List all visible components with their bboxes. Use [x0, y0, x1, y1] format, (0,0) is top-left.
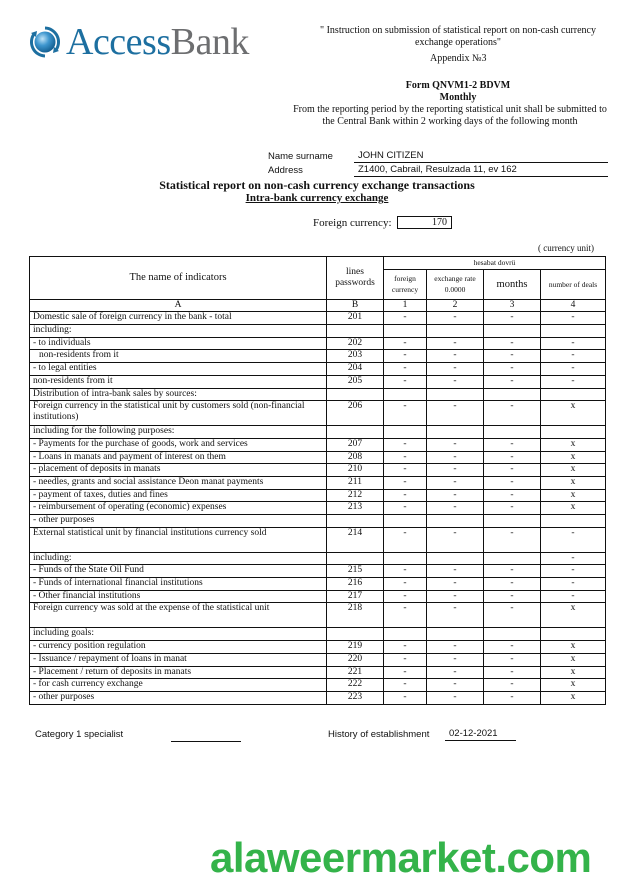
cell-exchange-rate[interactable]: - [427, 691, 484, 704]
cell-months[interactable]: - [484, 375, 541, 388]
row-code: 217 [327, 590, 384, 603]
row-code: 223 [327, 691, 384, 704]
cell-deals[interactable]: - [541, 590, 606, 603]
cell-exchange-rate[interactable]: - [427, 590, 484, 603]
cell-exchange-rate[interactable]: - [427, 489, 484, 502]
row-name: Domestic sale of foreign currency in the bank - total [30, 312, 327, 325]
row-name: including: [30, 325, 327, 338]
cell-deals[interactable]: - [541, 337, 606, 350]
cell-foreign-currency[interactable]: - [384, 653, 427, 666]
table-row [30, 451, 606, 464]
row-name: including: [30, 552, 327, 565]
cell-months[interactable] [484, 388, 541, 401]
cell-exchange-rate[interactable]: - [427, 337, 484, 350]
form-heading [308, 80, 608, 104]
col-code-b: B [327, 299, 384, 312]
table-row [30, 691, 606, 704]
table-row [30, 552, 606, 565]
cell-months[interactable]: - [484, 578, 541, 591]
row-name: - payment of taxes, duties and fines [30, 489, 327, 502]
row-code: 207 [327, 438, 384, 451]
col-code-3: 3 [484, 299, 541, 312]
cell-months[interactable] [484, 325, 541, 338]
cell-foreign-currency[interactable]: - [384, 679, 427, 692]
table-row [30, 628, 606, 641]
cell-months[interactable]: - [484, 337, 541, 350]
row-code: 216 [327, 578, 384, 591]
cell-months[interactable]: - [484, 451, 541, 464]
cell-months[interactable] [484, 628, 541, 641]
cell-foreign-currency[interactable]: - [384, 312, 427, 325]
row-code: 204 [327, 363, 384, 376]
row-code [327, 628, 384, 641]
cell-foreign-currency[interactable] [384, 426, 427, 439]
header-exchange-rate: exchange rate 0.0000 [427, 269, 484, 299]
row-name: - Placement / return of deposits in manats [30, 666, 327, 679]
row-name: External statistical unit by financial institutions currency sold [30, 527, 327, 552]
cell-exchange-rate[interactable] [427, 515, 484, 528]
cell-exchange-rate[interactable] [427, 325, 484, 338]
name-label: Name surname [268, 151, 333, 162]
address-label: Address [268, 165, 303, 176]
cell-months[interactable]: - [484, 438, 541, 451]
cell-foreign-currency[interactable]: - [384, 691, 427, 704]
row-code [327, 325, 384, 338]
report-subtitle: Intra-bank currency exchange [245, 192, 389, 204]
cell-months[interactable]: - [484, 527, 541, 552]
cell-deals[interactable]: x [541, 653, 606, 666]
cell-deals[interactable]: - [541, 363, 606, 376]
table-row [30, 337, 606, 350]
row-code: 219 [327, 641, 384, 654]
cell-exchange-rate[interactable]: - [427, 641, 484, 654]
row-name: Foreign currency in the statistical unit by customers sold (non-financial institutions) [30, 401, 327, 426]
cell-foreign-currency[interactable]: - [384, 565, 427, 578]
cell-months[interactable]: - [484, 502, 541, 515]
cell-foreign-currency[interactable]: - [384, 464, 427, 477]
table-row [30, 515, 606, 528]
col-code-a: A [30, 299, 327, 312]
cell-deals[interactable]: - [541, 350, 606, 363]
row-code: 203 [327, 350, 384, 363]
appendix-number: Appendix №3 [430, 53, 487, 64]
foreign-currency-field[interactable]: 170 [397, 216, 452, 229]
table-row [30, 641, 606, 654]
row-code: 215 [327, 565, 384, 578]
cell-months[interactable]: - [484, 590, 541, 603]
row-code: 211 [327, 476, 384, 489]
table-row [30, 325, 606, 338]
header-deals: number of deals [541, 269, 606, 299]
cell-exchange-rate[interactable]: - [427, 375, 484, 388]
cell-months[interactable]: - [484, 653, 541, 666]
table-row [30, 388, 606, 401]
cell-deals[interactable]: x [541, 679, 606, 692]
cell-deals[interactable] [541, 325, 606, 338]
row-name: - reimbursement of operating (economic) expenses [30, 502, 327, 515]
table-row [30, 590, 606, 603]
table-row [30, 438, 606, 451]
cell-exchange-rate[interactable]: - [427, 679, 484, 692]
row-name: - currency position regulation [30, 641, 327, 654]
cell-deals[interactable]: x [541, 464, 606, 477]
cell-foreign-currency[interactable]: - [384, 489, 427, 502]
cell-months[interactable]: - [484, 350, 541, 363]
table-row [30, 464, 606, 477]
table-row [30, 476, 606, 489]
cell-deals[interactable]: x [541, 691, 606, 704]
cell-months[interactable]: - [484, 464, 541, 477]
cell-exchange-rate[interactable]: - [427, 565, 484, 578]
establishment-date-field[interactable]: 02-12-2021 [445, 728, 516, 741]
header-period: hesabat dovrü [384, 257, 606, 270]
cell-foreign-currency[interactable]: - [384, 363, 427, 376]
cell-exchange-rate[interactable]: - [427, 603, 484, 628]
table-row [30, 401, 606, 426]
instruction-reference: " Instruction on submission of statistical report on non-cash currency exchange operations" [320, 25, 596, 48]
row-name: including goals: [30, 628, 327, 641]
row-name: - Other financial institutions [30, 590, 327, 603]
row-code: 208 [327, 451, 384, 464]
cell-months[interactable] [484, 515, 541, 528]
cell-deals[interactable] [541, 515, 606, 528]
row-code: 210 [327, 464, 384, 477]
cell-deals[interactable] [541, 628, 606, 641]
cell-foreign-currency[interactable] [384, 325, 427, 338]
row-code [327, 426, 384, 439]
header-lines: lines passwords [327, 257, 384, 300]
cell-months[interactable]: - [484, 476, 541, 489]
row-name: - other purposes [30, 515, 327, 528]
cell-deals[interactable]: x [541, 666, 606, 679]
cell-exchange-rate[interactable]: - [427, 438, 484, 451]
report-title: Statistical report on non-cash currency exchange transactions [159, 178, 475, 192]
cell-deals[interactable]: x [541, 489, 606, 502]
row-code: 205 [327, 375, 384, 388]
cell-foreign-currency[interactable]: - [384, 603, 427, 628]
table-row [30, 375, 606, 388]
row-code [327, 552, 384, 565]
cell-exchange-rate[interactable]: - [427, 464, 484, 477]
cell-foreign-currency[interactable]: - [384, 438, 427, 451]
cell-months[interactable] [484, 552, 541, 565]
logo-text-access: Access [66, 21, 171, 63]
cell-exchange-rate[interactable] [427, 426, 484, 439]
cell-deals[interactable]: - [541, 578, 606, 591]
cell-deals[interactable]: x [541, 451, 606, 464]
cell-exchange-rate[interactable]: - [427, 350, 484, 363]
row-name: - Issuance / repayment of loans in manat [30, 653, 327, 666]
cell-foreign-currency[interactable]: - [384, 590, 427, 603]
globe-logo-icon [28, 25, 62, 59]
watermark-text: alaweermarket.com [210, 834, 592, 881]
row-code: 221 [327, 666, 384, 679]
cell-foreign-currency[interactable] [384, 515, 427, 528]
cell-deals[interactable] [541, 388, 606, 401]
cell-deals[interactable]: - [541, 527, 606, 552]
col-code-1: 1 [384, 299, 427, 312]
row-code: 222 [327, 679, 384, 692]
header-months: months [484, 269, 541, 299]
cell-foreign-currency[interactable]: - [384, 375, 427, 388]
table-row [30, 679, 606, 692]
cell-exchange-rate[interactable]: - [427, 401, 484, 426]
cell-foreign-currency[interactable]: - [384, 666, 427, 679]
cell-months[interactable]: - [484, 363, 541, 376]
cell-months[interactable]: - [484, 691, 541, 704]
row-name: including for the following purposes: [30, 426, 327, 439]
col-code-4: 4 [541, 299, 606, 312]
table-row [30, 489, 606, 502]
table-row [30, 653, 606, 666]
cell-exchange-rate[interactable]: - [427, 502, 484, 515]
cell-foreign-currency[interactable]: - [384, 350, 427, 363]
row-name: - Payments for the purchase of goods, work and services [30, 438, 327, 451]
report-table [29, 256, 606, 705]
table-row [30, 603, 606, 628]
cell-exchange-rate[interactable] [427, 628, 484, 641]
cell-deals[interactable]: x [541, 438, 606, 451]
cell-foreign-currency[interactable]: - [384, 337, 427, 350]
cell-deals[interactable] [541, 426, 606, 439]
table-row [30, 426, 606, 439]
currency-unit-note: ( currency unit) [538, 243, 594, 253]
cell-foreign-currency[interactable]: - [384, 476, 427, 489]
cell-exchange-rate[interactable]: - [427, 653, 484, 666]
row-name: - to individuals [30, 337, 327, 350]
cell-foreign-currency[interactable]: - [384, 578, 427, 591]
row-code: 202 [327, 337, 384, 350]
row-name: - Loans in manats and payment of interest on them [30, 451, 327, 464]
signature-field[interactable] [171, 741, 241, 742]
cell-exchange-rate[interactable]: - [427, 363, 484, 376]
row-name: non-residents from it [30, 375, 327, 388]
table-row [30, 527, 606, 552]
logo-text-bank: Bank [170, 21, 249, 63]
cell-deals[interactable]: x [541, 401, 606, 426]
cell-foreign-currency[interactable]: - [384, 451, 427, 464]
row-code: 212 [327, 489, 384, 502]
cell-deals[interactable]: x [541, 502, 606, 515]
name-field[interactable]: JOHN CITIZEN [354, 150, 608, 163]
form-frequency: Monthly [439, 92, 477, 103]
table-row [30, 666, 606, 679]
row-name: non-residents from it [30, 350, 327, 363]
header-indicators: The name of indicators [30, 257, 327, 300]
cell-exchange-rate[interactable]: - [427, 476, 484, 489]
cell-exchange-rate[interactable]: - [427, 312, 484, 325]
row-name: - for cash currency exchange [30, 679, 327, 692]
cell-deals[interactable]: - [541, 565, 606, 578]
submission-note: From the reporting period by the reporting statistical unit shall be submitted to the Central Bank within 2 working days of the following month [293, 104, 607, 127]
cell-foreign-currency[interactable]: - [384, 641, 427, 654]
cell-foreign-currency[interactable] [384, 628, 427, 641]
cell-exchange-rate[interactable] [427, 552, 484, 565]
specialist-label: Category 1 specialist [35, 729, 124, 740]
row-code: 220 [327, 653, 384, 666]
row-code: 206 [327, 401, 384, 426]
cell-deals[interactable]: x [541, 476, 606, 489]
table-row [30, 350, 606, 363]
table-row [30, 312, 606, 325]
address-field[interactable]: Z1400, Cabrail, Resulzada 11, ev 162 [354, 164, 608, 177]
cell-months[interactable]: - [484, 603, 541, 628]
row-name: Foreign currency was sold at the expense of the statistical unit [30, 603, 327, 628]
cell-deals[interactable]: - [541, 312, 606, 325]
row-name: - Funds of the State Oil Fund [30, 565, 327, 578]
foreign-currency-label: Foreign currency: [313, 217, 392, 229]
cell-months[interactable]: - [484, 641, 541, 654]
row-code [327, 515, 384, 528]
cell-deals[interactable]: x [541, 641, 606, 654]
table-row [30, 502, 606, 515]
header-foreign-currency: foreign currency [384, 269, 427, 299]
row-name: Distribution of intra-bank sales by sources: [30, 388, 327, 401]
cell-deals[interactable]: - [541, 552, 606, 565]
row-name: - placement of deposits in manats [30, 464, 327, 477]
col-code-2: 2 [427, 299, 484, 312]
cell-months[interactable]: - [484, 666, 541, 679]
row-name: - needles, grants and social assistance Deon manat payments [30, 476, 327, 489]
cell-foreign-currency[interactable] [384, 552, 427, 565]
cell-exchange-rate[interactable]: - [427, 527, 484, 552]
cell-months[interactable]: - [484, 312, 541, 325]
cell-foreign-currency[interactable] [384, 388, 427, 401]
table-row [30, 363, 606, 376]
row-code: 218 [327, 603, 384, 628]
table-row [30, 578, 606, 591]
form-name: Form QNVM1-2 BDVM [405, 80, 511, 91]
cell-exchange-rate[interactable] [427, 388, 484, 401]
cell-exchange-rate[interactable]: - [427, 666, 484, 679]
cell-deals[interactable]: - [541, 375, 606, 388]
row-name: - to legal entities [30, 363, 327, 376]
row-name: - other purposes [30, 691, 327, 704]
row-name: - Funds of international financial institutions [30, 578, 327, 591]
cell-foreign-currency[interactable]: - [384, 527, 427, 552]
cell-foreign-currency[interactable]: - [384, 502, 427, 515]
cell-months[interactable]: - [484, 565, 541, 578]
cell-deals[interactable]: x [541, 603, 606, 628]
row-code: 213 [327, 502, 384, 515]
cell-exchange-rate[interactable]: - [427, 451, 484, 464]
cell-months[interactable]: - [484, 401, 541, 426]
cell-months[interactable] [484, 426, 541, 439]
cell-exchange-rate[interactable]: - [427, 578, 484, 591]
cell-months[interactable]: - [484, 679, 541, 692]
cell-foreign-currency[interactable]: - [384, 401, 427, 426]
row-code [327, 388, 384, 401]
access-bank-logo [28, 22, 249, 62]
row-code: 214 [327, 527, 384, 552]
establishment-label: History of establishment [328, 729, 430, 740]
cell-months[interactable]: - [484, 489, 541, 502]
row-code: 201 [327, 312, 384, 325]
table-row [30, 565, 606, 578]
